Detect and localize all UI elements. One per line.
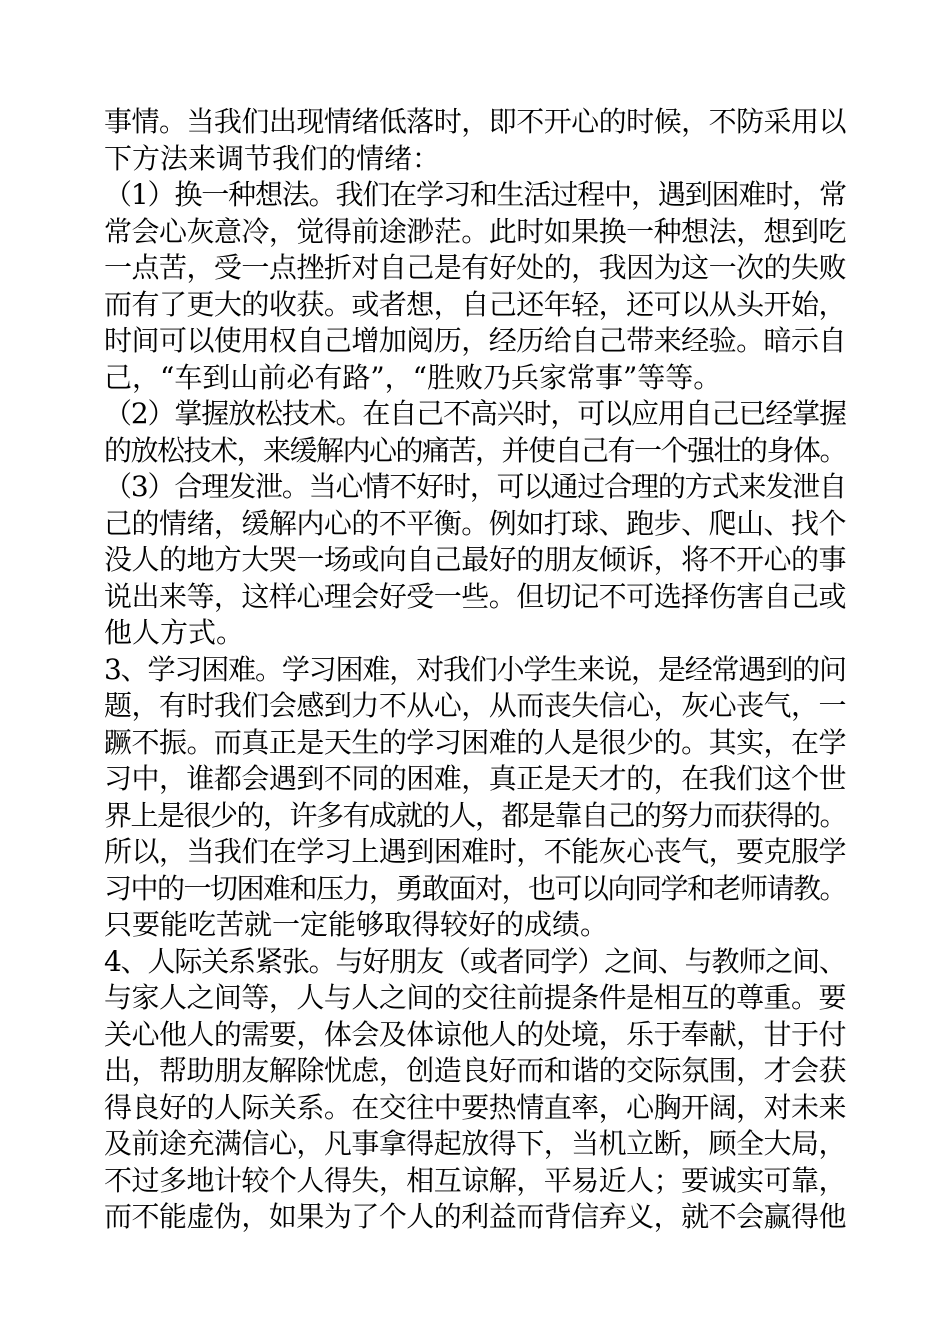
text-line: 习中，谁都会遇到不同的困难，真正是天才的，在我们这个世 — [104, 762, 847, 795]
text-line: 蹶不振。而真正是天生的学习困难的人是很少的。其实，在学 — [104, 725, 847, 759]
text-line: 时间可以使用权自己增加阅历，经历给自己带来经验。暗示自 — [104, 324, 847, 357]
text-line: （3）合理发泄。当心情不好时，可以通过合理的方式来发泄自 — [104, 470, 846, 503]
text-line: 4、人际关系紧张。与好朋友（或者同学）之间、与教师之间、 — [104, 944, 846, 978]
text-line: 下方法来调节我们的情绪： — [104, 141, 441, 175]
text-line: 出，帮助朋友解除忧虑，创造良好而和谐的交际氛围，才会获 — [104, 1054, 847, 1087]
text-line: （2）掌握放松技术。在自己不高兴时，可以应用自己已经掌握 — [104, 397, 846, 430]
body-text — [104, 104, 847, 1236]
text-line: 所以，当我们在学习上遇到困难时，不能灰心丧气，要克服学 — [104, 835, 847, 868]
text-line: 说出来等，这样心理会好受一些。但切记不可选择伤害自己或 — [104, 579, 847, 613]
text-line: 没人的地方大哭一场或向自己最好的朋友倾诉，将不开心的事 — [104, 543, 847, 576]
text-line: 习中的一切困难和压力，勇敢面对，也可以向同学和老师请教。 — [104, 871, 847, 905]
text-line: （1）换一种想法。我们在学习和生活过程中，遇到困难时，常 — [104, 178, 846, 211]
text-line: 的放松技术，来缓解内心的痛苦，并使自己有一个强壮的身体。 — [104, 433, 847, 467]
text-line: 题，有时我们会感到力不从心，从而丧失信心，灰心丧气，一 — [104, 689, 847, 722]
text-line: 己的情绪，缓解内心的不平衡。例如打球、跑步、爬山、找个 — [104, 506, 847, 540]
text-line: 而不能虚伪，如果为了个人的利益而背信弃义，就不会赢得他 — [104, 1200, 847, 1233]
text-line: 不过多地计较个人得失，相互谅解，平易近人；要诚实可靠， — [104, 1163, 847, 1197]
text-line: 己，“车到山前必有路”，“胜败乃兵家常事”等等。 — [104, 360, 722, 394]
text-line: 关心他人的需要，体会及体谅他人的处境，乐于奉献，甘于付 — [104, 1017, 847, 1051]
text-line: 事情。当我们出现情绪低落时，即不开心的时候，不防采用以 — [104, 105, 847, 138]
text-line: 而有了更大的收获。或者想，自己还年轻，还可以从头开始， — [104, 287, 847, 321]
text-line: 3、学习困难。学习困难，对我们小学生来说，是经常遇到的问 — [104, 652, 846, 686]
text-line: 只要能吃苦就一定能够取得较好的成绩。 — [104, 908, 609, 941]
text-line: 及前途充满信心，凡事拿得起放得下，当机立断，顾全大局， — [104, 1127, 847, 1160]
text-line: 常会心灰意冷，觉得前途渺茫。此时如果换一种想法，想到吃 — [104, 214, 847, 248]
text-line: 界上是很少的，许多有成就的人，都是靠自己的努力而获得的。 — [104, 798, 847, 832]
text-line: 与家人之间等，人与人之间的交往前提条件是相互的尊重。要 — [104, 981, 847, 1014]
text-line: 他人方式。 — [104, 616, 245, 649]
text-line: 一点苦，受一点挫折对自己是有好处的，我因为这一次的失败 — [104, 251, 847, 284]
text-line: 得良好的人际关系。在交往中要热情直率，心胸开阔，对未来 — [104, 1090, 847, 1124]
